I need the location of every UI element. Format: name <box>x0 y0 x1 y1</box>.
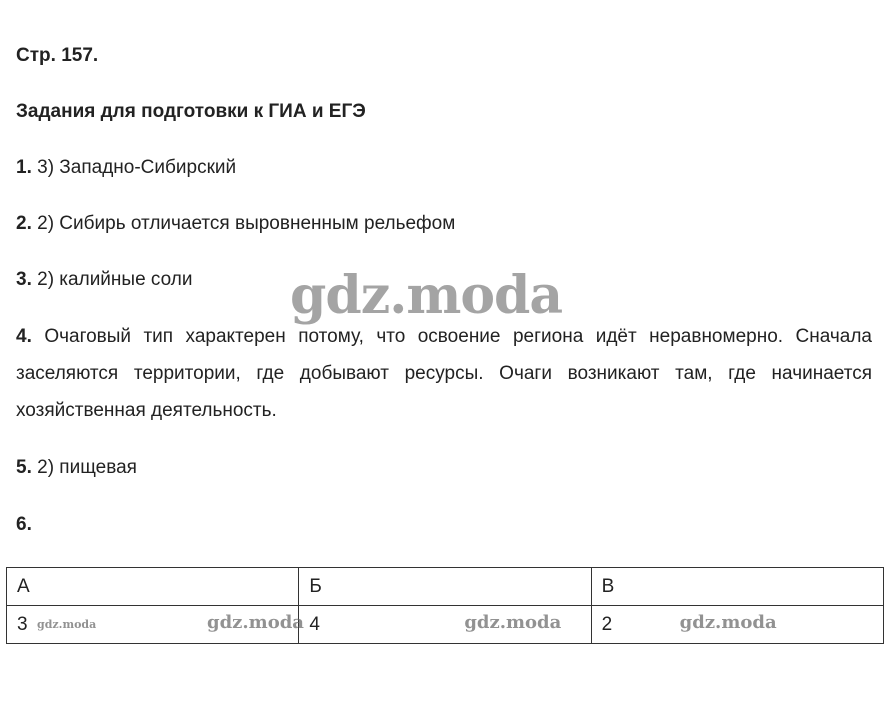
answer-table <box>6 567 884 644</box>
answer-number: 3. <box>16 269 32 290</box>
answer-5 <box>16 457 137 479</box>
table-row <box>7 606 884 644</box>
answer-number: 2. <box>16 213 32 234</box>
table-header-cell: А <box>7 568 299 606</box>
answer-2 <box>16 213 455 235</box>
answer-6 <box>16 514 32 536</box>
answer-number: 5. <box>16 457 32 478</box>
watermark: gdz.moda <box>207 612 304 633</box>
table-cell-value: 3 <box>17 613 28 635</box>
answer-number: 6. <box>16 514 32 535</box>
answer-text: 2) пищевая <box>31 457 137 478</box>
answer-number: 4. <box>16 326 32 347</box>
table-cell <box>299 606 591 644</box>
answer-4 <box>16 318 872 429</box>
answer-1 <box>16 157 236 179</box>
table-cell <box>591 606 883 644</box>
page-reference: Стр. 157. <box>16 45 99 66</box>
table-header-cell: В <box>591 568 883 606</box>
answer-3 <box>16 269 192 291</box>
watermark: gdz.moda <box>464 612 562 633</box>
watermark: gdz.moda <box>679 612 777 633</box>
table-cell-value: 2 <box>601 613 613 635</box>
answer-text: Очаговый тип характерен потому, что освоение региона идёт неравномерно. Сначала заселяются территории, где добывают ресурсы. Очаги возникают там, где начинается хозяйственная деятельность. <box>16 326 872 421</box>
answer-number: 1. <box>16 157 32 178</box>
table-cell-value: 4 <box>309 613 320 635</box>
section-heading: Задания для подготовки к ГИА и ЕГЭ <box>16 101 366 122</box>
table-cell <box>7 606 304 644</box>
answer-text: 2) калийные соли <box>31 269 193 290</box>
table-header-cell: Б <box>299 568 591 606</box>
table-header-row <box>7 568 884 606</box>
answer-text: 3) Западно-Сибирский <box>31 157 237 178</box>
answer-text: 2) Сибирь отличается выровненным рельефом <box>31 213 456 234</box>
watermark: gdz.moda <box>290 265 563 326</box>
watermark: gdz.moda <box>37 618 97 631</box>
